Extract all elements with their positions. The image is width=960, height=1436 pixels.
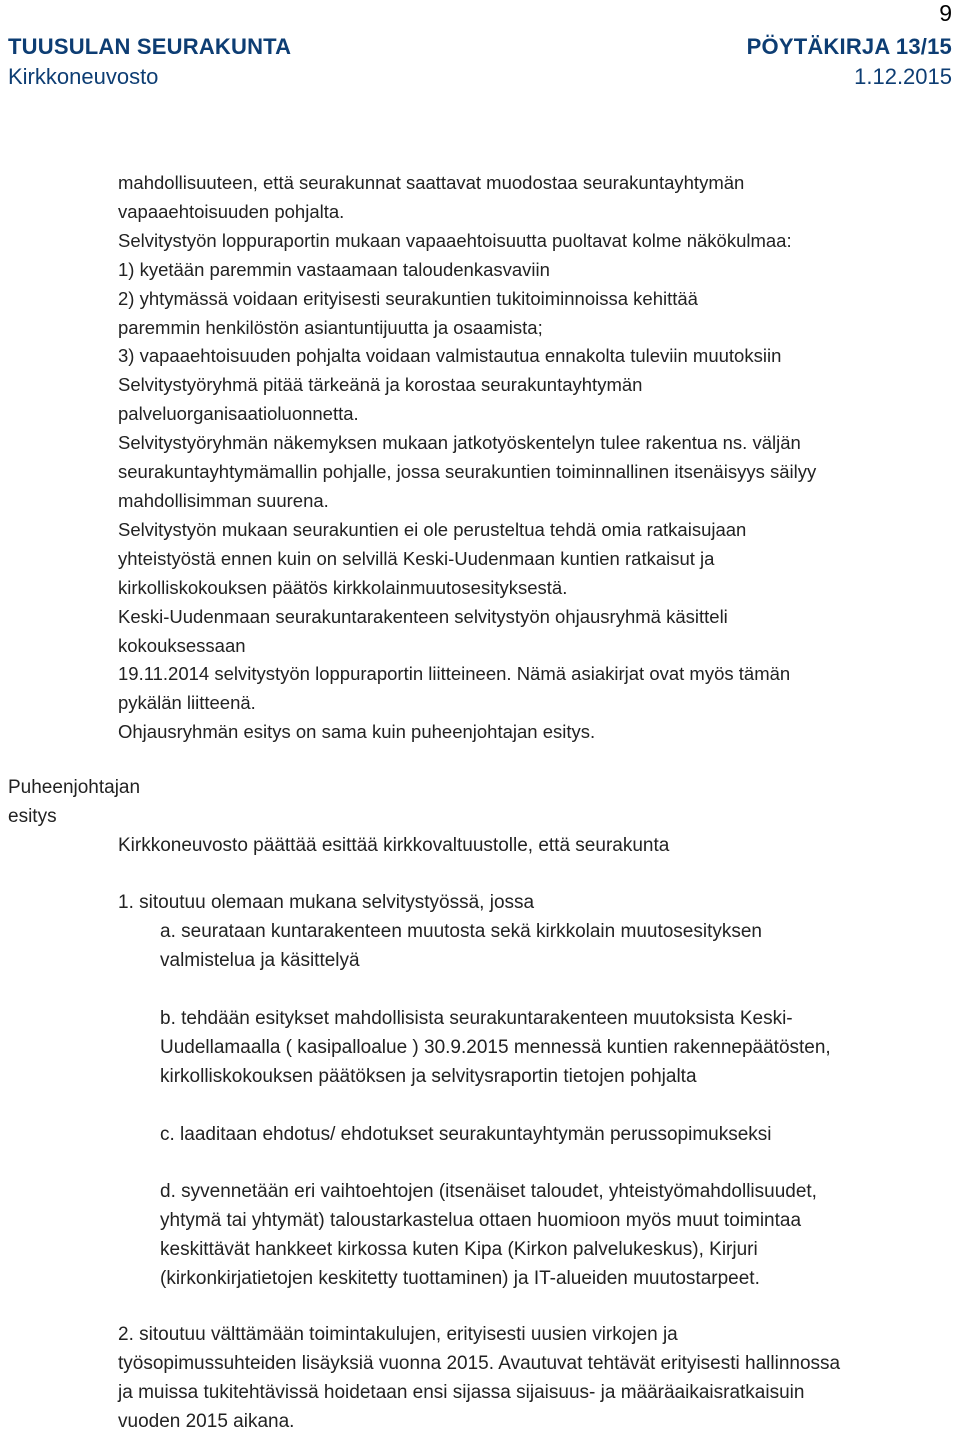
sub-item-a: [160, 917, 950, 975]
text-line: Keski-Uudenmaan seurakuntarakenteen selvitystyön ohjausryhmä käsitteli: [118, 605, 728, 627]
text-line: 1) kyetään paremmin vastaamaan taloudenkasvaviin: [118, 258, 550, 280]
side-label-line: Puheenjohtajan: [8, 777, 141, 798]
main-text: [118, 169, 948, 747]
text-line: yhtymä tai yhtymät) taloustarkastelua ottaen huomioon myös muut toimintaa: [160, 1210, 802, 1231]
text-line: 3) vapaaehtoisuuden pohjalta voidaan valmistautua ennakolta tuleviin muutoksiin: [118, 345, 782, 367]
text-line: Uudellamaalla ( kasipalloalue ) 30.9.2015 mennessä kuntien rakennepäätösten,: [160, 1037, 831, 1058]
text-line: yhteistyöstä ennen kuin on selvillä Keski-Uudenmaan kuntien ratkaisut ja: [118, 547, 715, 569]
text-line: mahdollisimman suurena.: [118, 489, 329, 511]
organization-name: TUUSULAN SEURAKUNTA: [8, 34, 292, 59]
text-line: paremmin henkilöstön asiantuntijuutta ja osaamista;: [118, 316, 543, 338]
text-line: seurakuntayhtymämallin pohjalle, jossa seurakuntien toiminnallinen itsenäisyys säilyy: [118, 461, 817, 483]
proposal-item-2: [118, 1320, 953, 1436]
text-line: Ohjausryhmän esitys on sama kuin puheenjohtajan esitys.: [118, 721, 596, 743]
text-line: 2. sitoutuu välttämään toimintakulujen, erityisesti uusien virkojen ja: [118, 1324, 678, 1345]
header-right: [747, 32, 952, 92]
text-line: a. seurataan kuntarakenteen muutosta sekä kirkkolain muutosesityksen: [160, 921, 762, 942]
meeting-date: 1.12.2015: [854, 64, 952, 89]
text-line: kirkolliskokouksen päätöksen ja selvitysraportin tietojen pohjalta: [160, 1066, 697, 1087]
text-line: 2) yhtymässä voidaan erityisesti seurakuntien tukitoiminnoissa kehittää: [118, 287, 698, 309]
text-line: d. syvennetään eri vaihtoehtojen (itsenäiset taloudet, yhteistyömahdollisuudet,: [160, 1181, 817, 1202]
proposal-intro: Kirkkoneuvosto päättää esittää kirkkovaltuustolle, että seurakunta: [118, 835, 670, 856]
page-number: 9: [939, 0, 952, 26]
text-line: työsopimussuhteiden lisäyksiä vuonna 2015. Avautuvat tehtävät erityisesti hallinnossa: [118, 1353, 841, 1374]
text-line: valmistelua ja käsittelyä: [160, 950, 360, 971]
text-line: vuoden 2015 aikana.: [118, 1411, 295, 1432]
text-line: Selvitystyöryhmä pitää tärkeänä ja korostaa seurakuntayhtymän: [118, 374, 643, 396]
side-label-line: esitys: [8, 806, 57, 827]
text-line: pykälän liitteenä.: [118, 692, 256, 714]
meeting-body: Kirkkoneuvosto: [8, 64, 159, 89]
text-line: Selvitystyön mukaan seurakuntien ei ole perusteltua tehdä omia ratkaisujaan: [118, 518, 747, 540]
text-line: c. laaditaan ehdotus/ ehdotukset seurakuntayhtymän perussopimukseksi: [160, 1124, 772, 1145]
text-line: (kirkonkirjatietojen keskitetty tuottaminen) ja IT-alueiden muutostarpeet.: [160, 1268, 760, 1289]
document-title: PÖYTÄKIRJA 13/15: [746, 34, 952, 59]
side-label: [8, 773, 140, 831]
sub-item-b: [160, 1004, 950, 1091]
text-line: 19.11.2014 selvitystyön loppuraportin liitteineen. Nämä asiakirjat ovat myös tämän: [118, 663, 791, 685]
text-line: kokouksessaan: [118, 634, 246, 656]
text-line: mahdollisuuteen, että seurakunnat saattavat muodostaa seurakuntayhtymän: [118, 172, 745, 193]
proposal-item-1: 1. sitoutuu olemaan mukana selvitystyössä, jossa: [118, 892, 535, 913]
text-line: vapaaehtoisuuden pohjalta.: [118, 200, 345, 222]
text-line: palveluorganisaatioluonnetta.: [118, 403, 359, 425]
text-line: kirkolliskokouksen päätös kirkkolainmuutosesityksestä.: [118, 576, 568, 598]
text-line: ja muissa tukitehtävissä hoidetaan ensi sijassa sijaisuus- ja määräaikaisratkaisuin: [118, 1382, 805, 1403]
sub-item-d: [160, 1177, 950, 1293]
text-line: b. tehdään esitykset mahdollisista seurakuntarakenteen muutoksista Keski-: [160, 1008, 793, 1029]
text-line: keskittävät hankkeet kirkossa kuten Kipa (Kirkon palvelukeskus), Kirjuri: [160, 1239, 758, 1260]
text-line: Selvitystyön loppuraportin mukaan vapaaehtoisuutta puoltavat kolme näkökulmaa:: [118, 229, 792, 251]
sub-item-c: [160, 1120, 950, 1149]
text-line: Selvitystyöryhmän näkemyksen mukaan jatkotyöskentelyn tulee rakentua ns. väljän: [118, 432, 801, 454]
header-left: [8, 32, 291, 92]
